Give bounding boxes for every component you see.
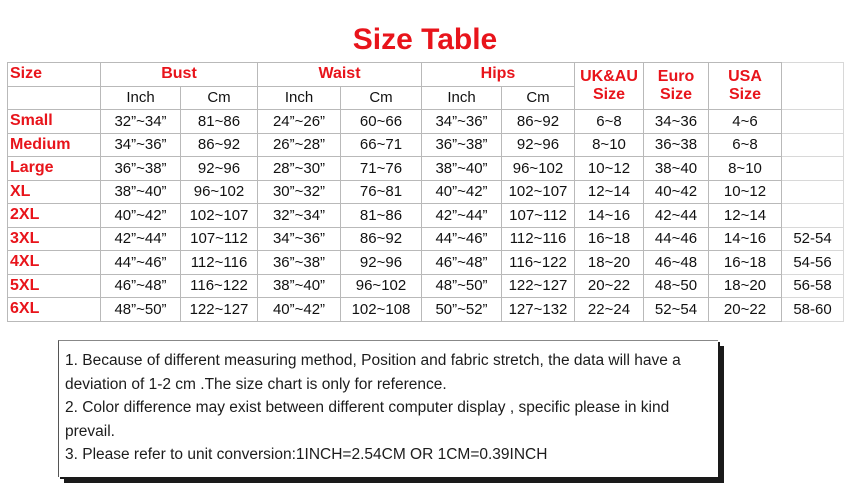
table-row <box>8 227 844 251</box>
hips-cm-cell: 92~96 <box>502 133 575 157</box>
hips-cm-cell: 116~122 <box>502 251 575 275</box>
hips-cm-cell: 102~107 <box>502 180 575 204</box>
extra-size-cell <box>782 180 844 204</box>
size-label-cell: Medium <box>8 133 101 157</box>
extra-size-cell <box>782 133 844 157</box>
note-line: 2. Color difference may exist between different computer display , specific please in kind <box>65 399 670 416</box>
euro-header-line1: Euro <box>657 68 695 85</box>
bust-inch-cell: 46”~48” <box>101 274 181 298</box>
waist-inch-cell: 24”~26” <box>258 110 341 134</box>
table-row <box>8 180 844 204</box>
waist-cm-cell: 60~66 <box>341 110 422 134</box>
ukau-size-cell: 10~12 <box>575 157 644 181</box>
table-row <box>8 157 844 181</box>
bust-inch-cell: 32”~34” <box>101 110 181 134</box>
waist-cm-cell: 92~96 <box>341 251 422 275</box>
euro-size-cell: 46~48 <box>644 251 709 275</box>
euro-size-cell: 48~50 <box>644 274 709 298</box>
ukau-size-cell: 6~8 <box>575 110 644 134</box>
ukau-size-cell: 20~22 <box>575 274 644 298</box>
usa-size-cell: 12~14 <box>709 204 782 228</box>
table-row <box>8 298 844 322</box>
waist-cm-cell: 96~102 <box>341 274 422 298</box>
usa-size-cell: 18~20 <box>709 274 782 298</box>
size-label-cell: 3XL <box>8 227 101 251</box>
hips-cm-cell: 112~116 <box>502 227 575 251</box>
hips-cm-header: Cm <box>502 86 575 110</box>
bust-cm-header: Cm <box>181 86 258 110</box>
waist-inch-cell: 28”~30” <box>258 157 341 181</box>
extra-size-cell <box>782 204 844 228</box>
euro-size-cell: 34~36 <box>644 110 709 134</box>
hips-inch-cell: 46”~48” <box>422 251 502 275</box>
bust-cm-cell: 107~112 <box>181 227 258 251</box>
size-label-cell: 2XL <box>8 204 101 228</box>
size-column-header: Size <box>8 63 101 87</box>
waist-cm-cell: 102~108 <box>341 298 422 322</box>
size-label-cell: Large <box>8 157 101 181</box>
header-row-1 <box>8 63 844 87</box>
waist-inch-cell: 38”~40” <box>258 274 341 298</box>
ukau-size-cell: 16~18 <box>575 227 644 251</box>
waist-column-header: Waist <box>258 63 422 87</box>
hips-inch-cell: 50”~52” <box>422 298 502 322</box>
waist-cm-cell: 76~81 <box>341 180 422 204</box>
bust-cm-cell: 112~116 <box>181 251 258 275</box>
waist-cm-cell: 66~71 <box>341 133 422 157</box>
usa-size-cell: 16~18 <box>709 251 782 275</box>
hips-cm-cell: 96~102 <box>502 157 575 181</box>
bust-cm-cell: 122~127 <box>181 298 258 322</box>
ukau-size-cell: 18~20 <box>575 251 644 275</box>
hips-inch-cell: 34”~36” <box>422 110 502 134</box>
bust-cm-cell: 86~92 <box>181 133 258 157</box>
bust-inch-header: Inch <box>101 86 181 110</box>
table-row <box>8 274 844 298</box>
hips-inch-cell: 48”~50” <box>422 274 502 298</box>
euro-size-cell: 42~44 <box>644 204 709 228</box>
waist-inch-cell: 32”~34” <box>258 204 341 228</box>
usa-size-cell: 6~8 <box>709 133 782 157</box>
usa-size-cell: 10~12 <box>709 180 782 204</box>
ukau-size-cell: 14~16 <box>575 204 644 228</box>
page-title: Size Table <box>352 23 498 56</box>
waist-inch-cell: 26”~28” <box>258 133 341 157</box>
hips-inch-cell: 38”~40” <box>422 157 502 181</box>
euro-size-cell: 44~46 <box>644 227 709 251</box>
hips-inch-header: Inch <box>422 86 502 110</box>
usa-size-cell: 14~16 <box>709 227 782 251</box>
table-row <box>8 204 844 228</box>
table-row <box>8 133 844 157</box>
size-label-cell: Small <box>8 110 101 134</box>
ukau-header-line1: UK&AU <box>580 68 638 85</box>
extra-size-cell: 58-60 <box>782 298 844 322</box>
euro-size-cell: 40~42 <box>644 180 709 204</box>
bust-cm-cell: 92~96 <box>181 157 258 181</box>
notes-box <box>58 340 718 477</box>
size-label-cell: 6XL <box>8 298 101 322</box>
euro-size-cell: 52~54 <box>644 298 709 322</box>
ukau-size-cell: 12~14 <box>575 180 644 204</box>
note-line: 1. Because of different measuring method, Position and fabric stretch, the data will have a <box>65 352 681 369</box>
hips-cm-cell: 86~92 <box>502 110 575 134</box>
bust-column-header: Bust <box>101 63 258 87</box>
hips-inch-cell: 36”~38” <box>422 133 502 157</box>
hips-inch-cell: 42”~44” <box>422 204 502 228</box>
hips-cm-cell: 107~112 <box>502 204 575 228</box>
table-row <box>8 110 844 134</box>
table-row <box>8 251 844 275</box>
extra-size-cell: 56-58 <box>782 274 844 298</box>
size-label-cell: 5XL <box>8 274 101 298</box>
blank-header-cell <box>8 86 101 110</box>
bust-inch-cell: 40”~42” <box>101 204 181 228</box>
bust-inch-cell: 42”~44” <box>101 227 181 251</box>
hips-inch-cell: 44”~46” <box>422 227 502 251</box>
bust-inch-cell: 34”~36” <box>101 133 181 157</box>
hips-column-header: Hips <box>422 63 575 87</box>
bust-inch-cell: 36”~38” <box>101 157 181 181</box>
euro-size-cell: 38~40 <box>644 157 709 181</box>
ukau-size-cell: 8~10 <box>575 133 644 157</box>
hips-cm-cell: 122~127 <box>502 274 575 298</box>
usa-header-line1: USA <box>728 68 762 85</box>
waist-cm-cell: 81~86 <box>341 204 422 228</box>
waist-inch-cell: 34”~36” <box>258 227 341 251</box>
waist-inch-cell: 40”~42” <box>258 298 341 322</box>
bust-cm-cell: 96~102 <box>181 180 258 204</box>
euro-size-column-header <box>644 63 709 110</box>
extra-column-header <box>782 63 844 110</box>
waist-inch-header: Inch <box>258 86 341 110</box>
usa-size-cell: 20~22 <box>709 298 782 322</box>
size-label-cell: XL <box>8 180 101 204</box>
bust-cm-cell: 116~122 <box>181 274 258 298</box>
waist-inch-cell: 30”~32” <box>258 180 341 204</box>
waist-cm-cell: 86~92 <box>341 227 422 251</box>
ukau-header-line2: Size <box>592 86 625 103</box>
usa-size-cell: 8~10 <box>709 157 782 181</box>
hips-cm-cell: 127~132 <box>502 298 575 322</box>
waist-cm-header: Cm <box>341 86 422 110</box>
euro-header-line2: Size <box>659 86 692 103</box>
bust-inch-cell: 48”~50” <box>101 298 181 322</box>
size-label-cell: 4XL <box>8 251 101 275</box>
euro-size-cell: 36~38 <box>644 133 709 157</box>
size-table <box>7 62 844 322</box>
extra-size-cell: 54-56 <box>782 251 844 275</box>
bust-cm-cell: 81~86 <box>181 110 258 134</box>
bust-inch-cell: 38”~40” <box>101 180 181 204</box>
extra-size-cell <box>782 110 844 134</box>
note-line: deviation of 1-2 cm .The size chart is only for reference. <box>65 375 447 393</box>
note-line: prevail. <box>65 422 115 440</box>
extra-size-cell <box>782 157 844 181</box>
hips-inch-cell: 40”~42” <box>422 180 502 204</box>
note-line: 3. Please refer to unit conversion:1INCH=2.54CM OR 1CM=0.39INCH <box>65 446 548 463</box>
waist-inch-cell: 36”~38” <box>258 251 341 275</box>
usa-size-column-header <box>709 63 782 110</box>
extra-size-cell: 52-54 <box>782 227 844 251</box>
usa-size-cell: 4~6 <box>709 110 782 134</box>
ukau-size-cell: 22~24 <box>575 298 644 322</box>
bust-inch-cell: 44”~46” <box>101 251 181 275</box>
waist-cm-cell: 71~76 <box>341 157 422 181</box>
ukau-size-column-header <box>575 63 644 110</box>
usa-header-line2: Size <box>728 86 761 103</box>
bust-cm-cell: 102~107 <box>181 204 258 228</box>
